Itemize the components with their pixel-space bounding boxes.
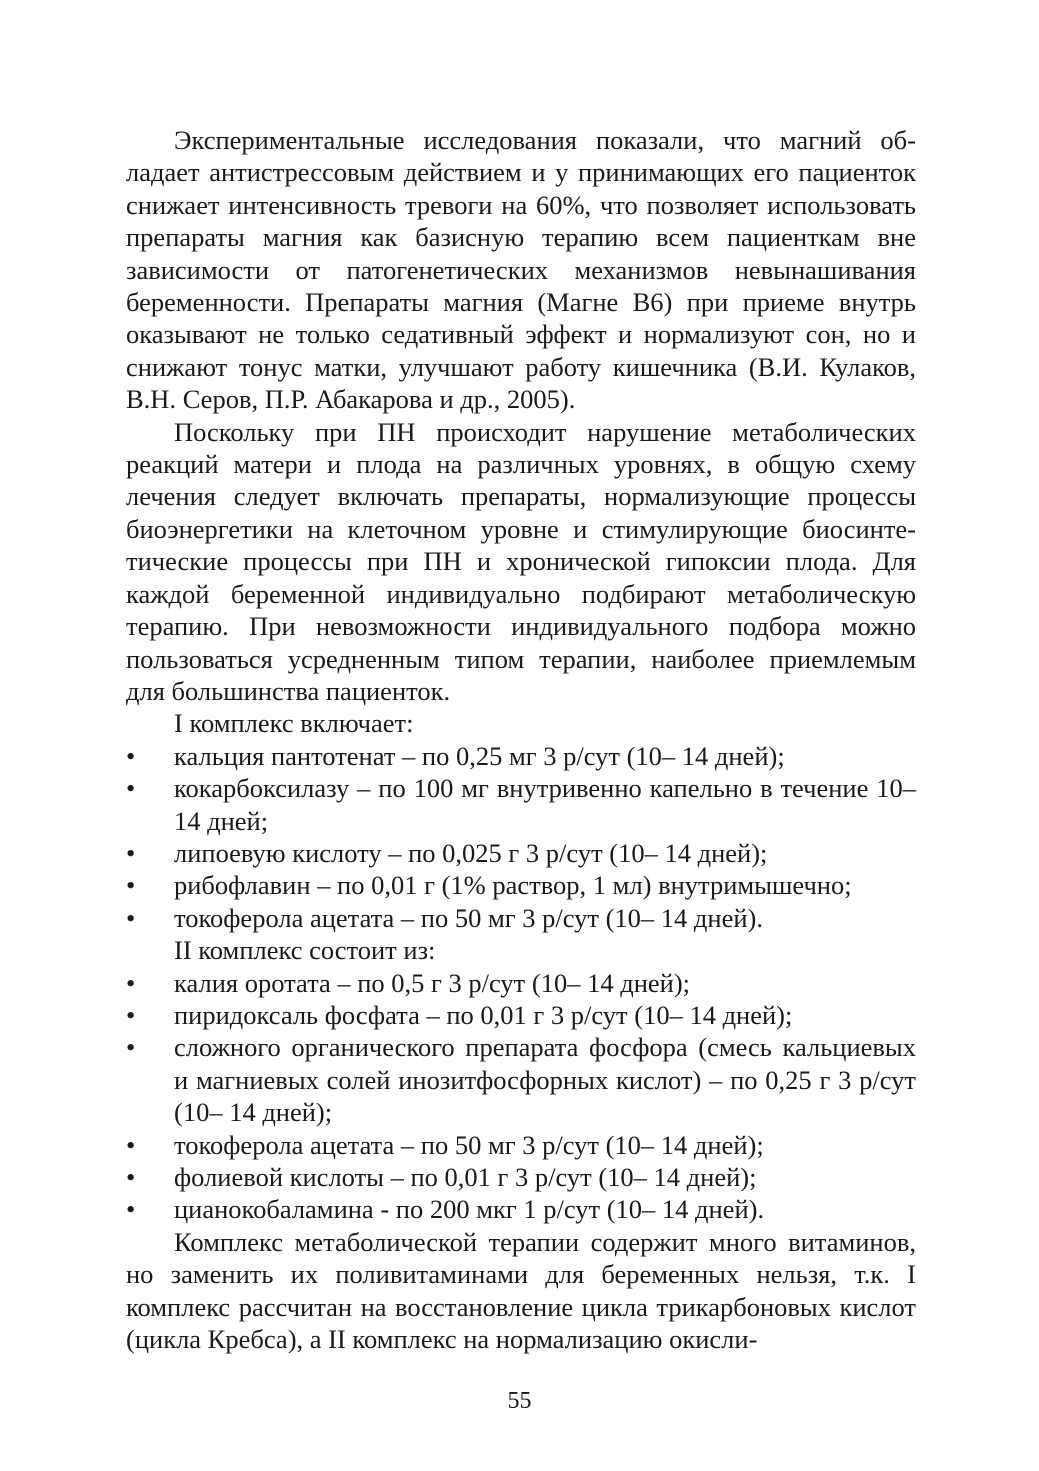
list-item: • пиридоксаль фосфата – по 0,01 г 3 р/сут (10– 14 дней); [126,999,793,1030]
list-item: • кокарбоксилазу – по 100 мг внутривенно капельно в течение 10– 14 дней; [126,773,916,836]
list-item: • липоевую кислоту – по 0,025 г 3 р/сут (10– 14 дней); [126,837,768,868]
bullet-icon: • [126,1194,136,1225]
complex-2-list [126,967,916,1226]
list-item: • фолиевой кислоты – по 0,01 г 3 р/сут (10– 14 дней); [126,1162,757,1192]
list-item: • токоферола ацетата – по 50 мг 3 р/сут (10– 14 дней). [126,902,763,933]
bullet-icon: • [126,999,136,1030]
page-body [126,124,916,1355]
list-item: • калия оротата – по 0,5 г 3 р/сут (10– 14 дней); [126,967,691,998]
list-item: • рибофлавин – по 0,01 г (1% раствор, 1 мл) внутримышечно; [126,870,852,901]
bullet-icon: • [126,837,136,868]
bullet-icon: • [126,902,136,933]
bullet-icon: • [126,740,136,771]
paragraph-metabolic-therapy: Поскольку при ПН происходит нарушение метаболических реакций матери и плода на различных уровнях, в общую схему лечения следует включать препараты, нормализующие процессы биоэнергетики на клеточном уровне и стимулирующие биосинтетические процессы при ПН и хронической гипоксии плода. Для каждой беременной индивидуально подбирают метаболическую терапию. При невозможности индивидуального подбора можно пользоваться усредненным типом терапии, наиболее приемлемым для большинства пациенток. [126,416,916,706]
bullet-icon: • [126,967,136,998]
list-item: • токоферола ацетата – по 50 мг 3 р/сут (10– 14 дней); [126,1129,764,1160]
list-item: • цианокобаламина - по 200 мкг 1 р/сут (10– 14 дней). [126,1194,765,1225]
bullet-icon: • [126,773,136,804]
paragraph-conclusion: Комплекс метаболической терапии содержит много витаминов, но заменить их поливитаминами для беременных нельзя, т.к. I комплекс рассчитан на восстановление цикла трикарбоновых кислот (цикла Кребса), а II комплекс на нормализацию окисли- [126,1226,916,1355]
bullet-icon: • [126,870,136,901]
complex-2-heading: II комплекс состоит из: [174,935,436,966]
list-item: • сложного органического препарата фосфора (смесь кальциевых и магниевых солей инозитфосфорных кислот) – по 0,25 г 3 р/сут (10– 14 дней); [126,1032,916,1128]
bullet-icon: • [126,1032,136,1063]
list-item: • кальция пантотенат – по 0,25 мг 3 р/сут (10– 14 дней); [126,740,785,771]
complex-1-list [126,740,916,934]
page-number: 55 [507,1388,532,1414]
bullet-icon: • [126,1162,136,1192]
paragraph-magnesium: Экспериментальные исследования показали, что магний обладает антистрессовым действием и у принимающих его пациенток снижает интенсивность тревоги на 60%, что позволяет использовать препараты магния как базисную терапию всем пациенткам вне зависимости от патогенетических механизмов невынашивания беременности. Препараты магния (Магне В6) при приеме внутрь оказывают не только седативный эффект и нормализуют сон, но и снижают тонус матки, улучшают работу кишечника (В.И. Кулаков, В.Н. Серов, П.Р. Абакарова и др., 2005). [126,125,916,415]
complex-1-heading: I комплекс включает: [174,708,414,739]
bullet-icon: • [126,1129,136,1160]
